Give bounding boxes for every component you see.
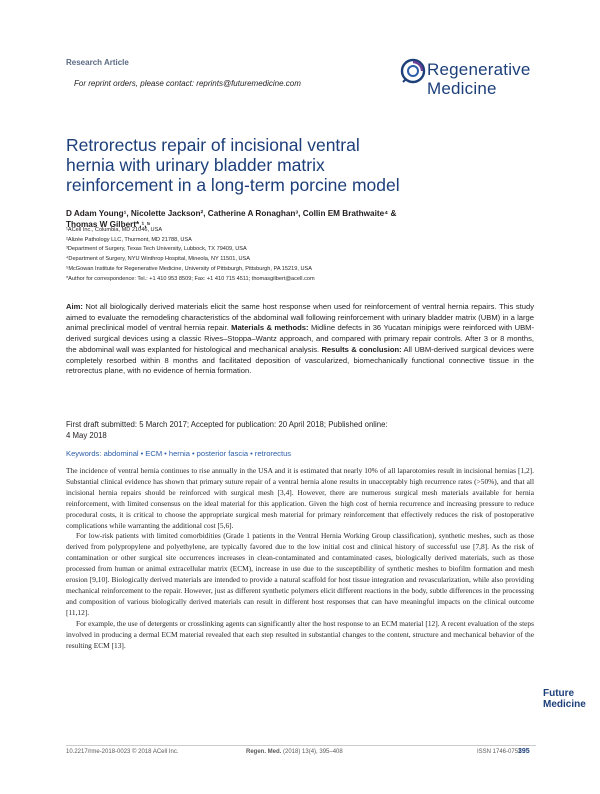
body-text [66,466,534,651]
affiliation: ⁵McGowan Institute for Regenerative Medicine, University of Pittsburgh, Pittsburgh, PA 15219, USA [66,265,312,272]
keywords-label: Keywords: [66,449,102,458]
journal-name-line2: Medicine [427,79,497,98]
abstract-aim-text: Not all biologically derived materials elicit the same host response when used for reinforcement of ventral hernia repairs. This study aimed to evaluate the remodeling characteristics of the abdominal wall following reinforcement with urinary bladder matrix (UBM) in a large animal preclinical model of ventral hernia repair. [66,302,534,333]
title-line2: hernia with urinary bladder matrix [66,155,325,175]
bullet-icon: • [191,449,195,458]
title-line1: Retrorectus repair of incisional ventral [66,135,360,155]
bullet-icon: • [164,449,167,458]
keywords [66,449,291,458]
publisher-line2: Medicine [543,699,586,710]
journal-name-line1: Regenerative [427,60,531,79]
body-paragraph: For example, the use of detergents or crosslinking agents can significantly alter the host response to an ECM material [12]. A recent evaluation of the steps involved in producing a dermal ECM material revealed that each step resulted in substantial changes to the content, structure and mechanical behavior of the resulting ECM [13]. [66,618,534,650]
publication-dates [66,420,486,442]
dates-line2: 4 May 2018 [66,430,107,440]
bullet-icon: • [140,449,144,458]
body-paragraph: The incidence of ventral hernia continues to rise annually in the USA and it is estimated that nearly 10% of all laparotomies result in incisional hernias [1,2]. Substantial clinical evidence has shown that primary suture repair of a ventral hernia alone results in unacceptably high recurrence rates (>50%), and that all incisional hernia repairs should be reinforced with surgical mesh [3,4]. However, there are numerous surgical mesh materials available for hernia reinforcement, with limited consensus on the ideal material for this application. Given the high cost of hernia recurrence and increasing pressure to reduce procedural costs, it is critical to choose the appropriate surgical mesh material for primary reinforcement that effectively reduces the risk of postoperative complications while warranting the additional cost [5,6]. [66,466,534,530]
title-line3: reinforcement in a long-term porcine model [66,175,400,195]
footer-doi: 10.2217/rme-2018-0023 © 2018 ACell Inc. [66,749,179,755]
keyword-link[interactable]: hernia [168,449,190,458]
dates-line1: First draft submitted: 5 March 2017; Accepted for publication: 20 April 2018; Published online: [66,420,388,429]
affiliations [66,226,506,284]
authors-line1: D Adam Young¹, Nicolette Jackson², Catherine A Ronaghan³, Collin EM Brathwaite⁴ & [66,209,397,218]
journal-logo-icon [400,58,426,84]
body-paragraph: For low-risk patients with limited comorbidities (Grade 1 patients in the Ventral Hernia Working Group classification), synthetic meshes, such as those derived from polypropylene and polyethylene, are typically favored due to the low initial cost and clinical history of successful use [7,8]. As the risk of contamination or other surgical site occurrences increases in clean-contaminated and contaminated cases, biologically derived materials, such as those processed from human or animal extracellular matrix (ECM), increase in use due to the susceptibility of synthetic meshes to biofilm formation and mesh erosion [9,10]. Biologically derived materials are intended to provide a natural scaffold for host tissue integration and revascularization, while also providing mechanical reinforcement to the repair. However, just as different synthetic polymers elicit different reactions in the body, subtle differences in the processing and composition of various biologically derived materials can result in different host responses that can have meaningful impacts on the clinical outcome [11,12]. [66,531,534,617]
abstract-methods-label: Materials & methods: [231,323,309,333]
footer-citation-journal: Regen. Med. [246,749,282,755]
correspondence: *Author for correspondence: Tel.: +1 410 953 8509; Fax: +1 410 715 4511; thomasgilbert@acell.com [66,275,315,282]
journal-name [427,60,531,98]
footer-divider [66,745,536,746]
publisher-logo [543,688,586,710]
authors-line2: Thomas W Gilbert*,¹,⁵ [66,220,151,229]
keyword-link[interactable]: retrorectus [254,449,292,458]
abstract-results-text: All UBM-derived surgical devices were completely resorbed within 8 months and facilitated deposition of vascularized, biomechanically functional connective tissue in the retrorectus plane, with no evidence of hernia formation. [66,344,534,376]
article-type: Research Article [66,58,129,67]
abstract-results-label: Results & conclusion: [321,344,402,354]
abstract-methods-text: Midline defects in 36 Yucatan minipigs were reinforced with UBM-derived surgical devices using a classic Rives–Stoppa–Wantz approach, and compared with primary repair controls. After 3 or 8 months, the abdominal wall was explanted for histological and mechanical analysis. [66,323,534,354]
footer-citation-rest: (2018) 13(4), 395–408 [281,749,343,755]
reprint-note: For reprint orders, please contact: reprints@futuremedicine.com [74,79,301,88]
affiliation: ³Department of Surgery, Texas Tech University, Lubbock, TX 79409, USA [66,246,247,253]
abstract [66,302,534,377]
bullet-icon: • [250,449,253,458]
affiliation: ¹ACell Inc., Columbia, MD 21046, USA [66,227,163,233]
keyword-link[interactable]: abdominal [103,449,139,458]
affiliation: ²Alizée Pathology LLC, Thurmont, MD 21788, USA [66,236,192,243]
keyword-link[interactable]: posterior fascia [196,449,249,458]
abstract-aim-label: Aim: [66,302,83,311]
footer-citation [246,749,343,755]
affiliation: ⁴Department of Surgery, NYU Winthrop Hospital, Mineola, NY 11501, USA [66,256,250,263]
publisher-line1: Future [543,688,575,699]
keyword-link[interactable]: ECM [145,449,163,458]
article-title [66,135,536,195]
footer-issn: ISSN 1746-0751 [477,749,522,755]
page-number: 395 [518,748,530,755]
